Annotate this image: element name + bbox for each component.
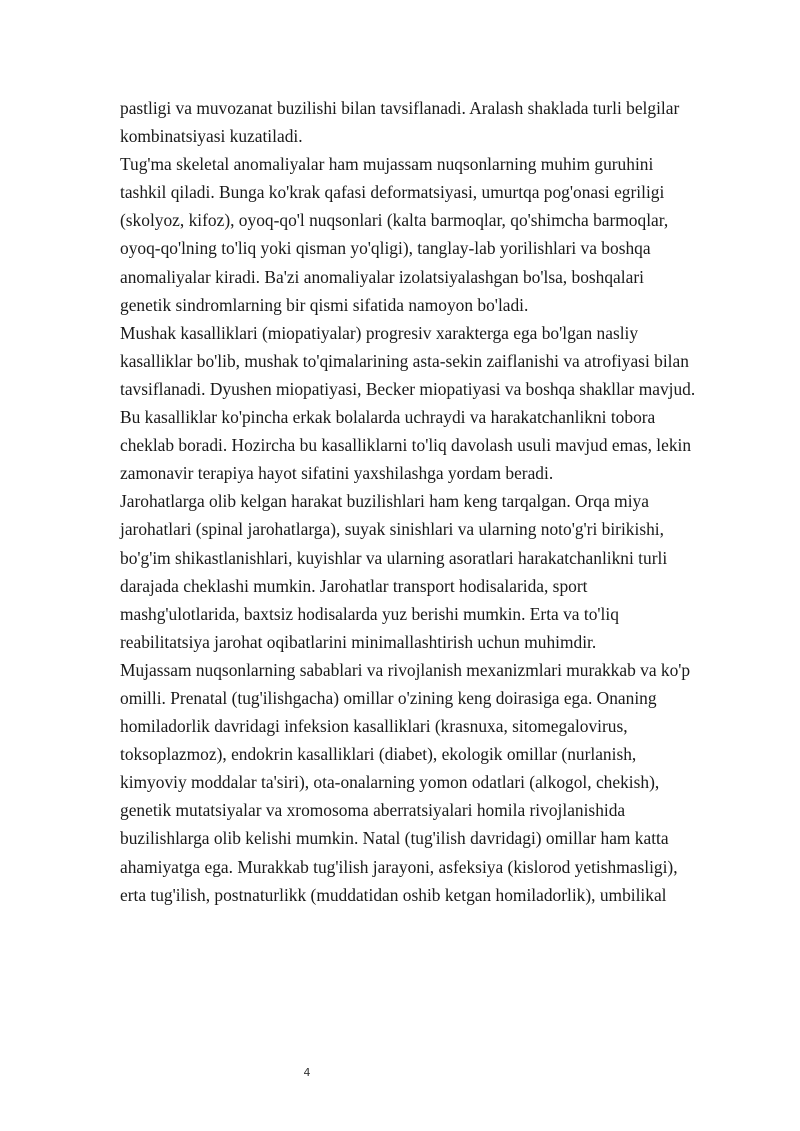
- document-body: [120, 94, 698, 909]
- paragraph-skeletal-anomalies: Tug'ma skeletal anomaliyalar ham mujassam nuqsonlarning muhim guruhini tashkil qiladi. Bunga ko'krak qafasi deformatsiyasi, umurtqa pog'onasi egriligi (skolyoz, kifoz), oyoq-qo'l nuqsonlari (kalta barmoqlar, qo'shimcha barmoqlar, oyoq-qo'lning to'liq yoki qisman yo'qligi), tanglay-lab yorilishlari va boshqa anomaliyalar kiradi. Ba'zi anomaliyalar izolatsiyalashgan bo'lsa, boshqalari genetik sindromlarning bir qismi sifatida namoyon bo'ladi.: [120, 154, 669, 315]
- paragraph-injuries: Jarohatlarga olib kelgan harakat buzilishlari ham keng tarqalgan. Orqa miya jarohatlari (spinal jarohatlarga), suyak sinishlari va ularning noto'g'ri birikishi, bo'g'im shikastlanishlari, kuyishlar va ularning asoratlari harakatchanlikni turli darajada cheklashi mumkin. Jarohatlar transport hodisalarida, sport mashg'ulotlarida, baxtsiz hodisalarda yuz berishi mumkin. Erta va to'liq reabilitatsiya jarohat oqibatlarini minimallashtirish uchun muhimdir.: [120, 491, 668, 652]
- page-number: 4: [303, 1066, 311, 1079]
- paragraph-causes: Mujassam nuqsonlarning sabablari va rivojlanish mexanizmlari murakkab va ko'p omilli. Prenatal (tug'ilishgacha) omillar o'zining keng doirasiga ega. Onaning homiladorlik davridagi infeksion kasalliklari (krasnuxa, sitomegalovirus, toksoplazmoz), endokrin kasalliklari (diabet), ekologik omillar (nurlanish, kimyoviy moddalar ta'siri), ota-onalarning yomon odatlari (alkogol, chekish), genetik mutatsiyalar va xromosoma aberratsiyalari homila rivojlanishida buzilishlarga olib kelishi mumkin. Natal (tug'ilish davridagi) omillar ham katta ahamiyatga ega. Murakkab tug'ilish jarayoni, asfeksiya (kislorod yetishmasligi), erta tug'ilish, postnaturlikk (muddatidan oshib ketgan homiladorlik), umbilikal: [120, 659, 691, 905]
- paragraph-continuation: pastligi va muvozanat buzilishi bilan tavsiflanadi. Aralash shaklada turli belgilar kombinatsiyasi kuzatiladi.: [120, 98, 680, 147]
- paragraph-muscle-diseases: Mushak kasalliklari (miopatiyalar) progresiv xarakterga ega bo'lgan nasliy kasalliklar bo'lib, mushak to'qimalarining asta-sekin zaiflanishi va atrofiyasi bilan tavsiflanadi. Dyushen miopatiyasi, Becker miopatiyasi va boshqa shakllar mavjud. Bu kasalliklar ko'pincha erkak bolalarda uchraydi va harakatchanlikni tobora cheklab boradi. Hozircha bu kasalliklarni to'liq davolash usuli mavjud emas, lekin zamonavir terapiya hayot sifatini yaxshilashga yordam beradi.: [120, 322, 696, 484]
